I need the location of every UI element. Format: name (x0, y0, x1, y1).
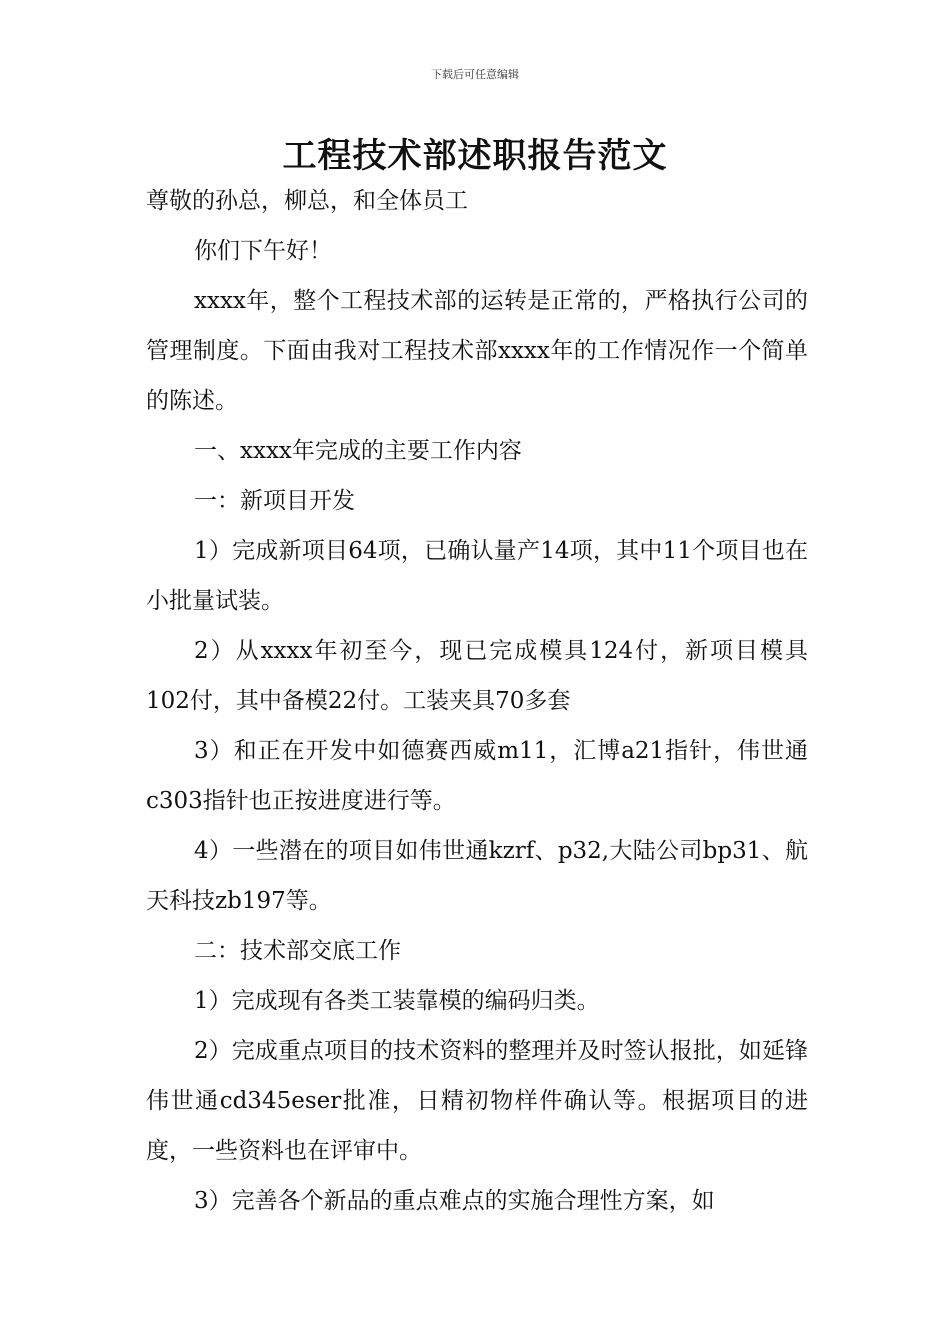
document-title: 工程技术部述职报告范文 (282, 136, 668, 176)
section-heading-1: 一、xxxx年完成的主要工作内容 (194, 438, 522, 464)
document-body (146, 176, 808, 1226)
header-note: 下载后可任意编辑 (431, 68, 519, 81)
paragraph-greeting: 你们下午好！ (194, 238, 332, 264)
paragraph-intro: xxxx年，整个工程技术部的运转是正常的，严格执行公司的管理制度。下面由我对工程技术部xxxx年的工作情况作一个简单的陈述。 (146, 288, 808, 414)
list-item: 3）和正在开发中如德赛西威m11，汇博a21指针，伟世通c303指针也正按进度进行等。 (146, 738, 808, 814)
subsection-heading-2: 二：技术部交底工作 (194, 938, 401, 964)
list-item: 2）完成重点项目的技术资料的整理并及时签认报批，如延锋伟世通cd345eser批准，日精初物样件确认等。根据项目的进度，一些资料也在评审中。 (146, 1038, 808, 1164)
list-item: 3）完善各个新品的重点难点的实施合理性方案，如 (194, 1188, 715, 1214)
subsection-heading-1: 一：新项目开发 (194, 488, 355, 514)
list-item: 4）一些潜在的项目如伟世通kzrf、p32,大陆公司bp31、航天科技zb197等。 (146, 838, 808, 914)
list-item: 1）完成新项目64项，已确认量产14项，其中11个项目也在小批量试装。 (146, 538, 808, 614)
paragraph-salutation: 尊敬的孙总，柳总，和全体员工 (146, 188, 468, 214)
list-item: 2）从xxxx年初至今，现已完成模具124付，新项目模具102付，其中备模22付。工装夹具70多套 (146, 638, 808, 714)
list-item: 1）完成现有各类工装靠模的编码归类。 (194, 988, 600, 1014)
